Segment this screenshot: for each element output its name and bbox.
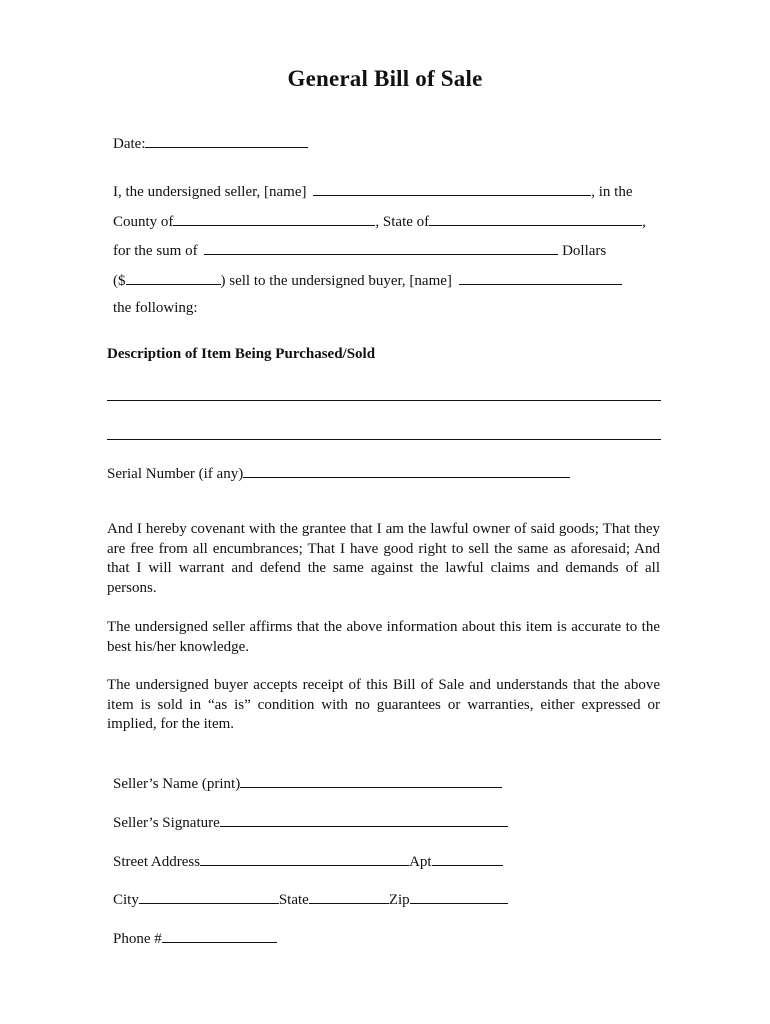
state-label: , State of	[375, 214, 430, 230]
serial-label: Serial Number (if any)	[107, 466, 244, 482]
state-field[interactable]	[429, 211, 642, 226]
affirm-paragraph: The undersigned seller affirms that the above information about this item is accurate to the best his/her knowledge.	[107, 619, 660, 655]
phone-row	[113, 928, 277, 948]
description-heading: Description of Item Being Purchased/Sold	[107, 346, 376, 362]
street-address-label: Street Address	[113, 854, 201, 870]
description-line-1[interactable]	[107, 400, 661, 401]
zip-label: Zip	[388, 892, 410, 908]
dollars-label: Dollars	[562, 243, 607, 259]
accept-paragraph: The undersigned buyer accepts receipt of this Bill of Sale and understands that the above item is sold in “as is” condition with no guarantees or warranties, either expressed or implied, for the item.	[107, 677, 660, 732]
sellers-name-row	[113, 773, 502, 793]
street-address-field[interactable]	[200, 851, 409, 866]
page-title: General Bill of Sale	[287, 66, 483, 91]
city-field[interactable]	[139, 889, 279, 904]
serial-field[interactable]	[243, 463, 570, 478]
date-label: Date:	[113, 136, 146, 152]
city-label: City	[113, 892, 139, 908]
state-short-field[interactable]	[309, 889, 389, 904]
amount-field[interactable]	[126, 270, 221, 285]
city-state-zip-row	[113, 889, 508, 909]
street-address-row	[113, 851, 503, 871]
state-end-text: ,	[642, 214, 646, 230]
description-line-2[interactable]	[107, 439, 661, 440]
state-short-label: State	[278, 892, 309, 908]
apt-field[interactable]	[432, 851, 503, 866]
the-following-text: the following:	[113, 300, 198, 316]
zip-field[interactable]	[410, 889, 508, 904]
sell-to-text: ) sell to the undersigned buyer, [name]	[220, 273, 452, 289]
county-field[interactable]	[173, 211, 375, 226]
sellers-signature-row	[113, 812, 508, 832]
seller-name-field[interactable]	[313, 181, 591, 196]
date-field[interactable]	[145, 133, 308, 148]
paren-open-text: ($	[113, 273, 126, 289]
date-row	[113, 133, 308, 153]
sum-label: for the sum of	[113, 243, 198, 259]
apt-label: Apt	[409, 854, 432, 870]
county-label: County of	[113, 214, 174, 230]
phone-label: Phone #	[113, 931, 162, 947]
covenant-paragraph: And I hereby covenant with the grantee that I am the lawful owner of said goods; That they are free from all encumbrances; That I have good right to sell the same as aforesaid; And that I will warrant and defend the same against the lawful claims and demands of all persons.	[107, 521, 660, 596]
amount-buyer-row	[113, 270, 622, 290]
seller-row	[113, 181, 633, 201]
sellers-signature-label: Seller’s Signature	[113, 815, 220, 831]
sellers-name-label: Seller’s Name (print)	[113, 776, 241, 792]
sellers-name-field[interactable]	[240, 773, 502, 788]
phone-field[interactable]	[162, 928, 277, 943]
sum-field[interactable]	[204, 240, 558, 255]
serial-row	[107, 463, 570, 483]
buyer-name-field[interactable]	[459, 270, 622, 285]
in-the-text: , in the	[591, 184, 633, 200]
sellers-signature-field[interactable]	[220, 812, 508, 827]
sum-row	[113, 240, 606, 260]
county-row	[113, 211, 646, 231]
seller-intro-text: I, the undersigned seller, [name]	[113, 184, 307, 200]
